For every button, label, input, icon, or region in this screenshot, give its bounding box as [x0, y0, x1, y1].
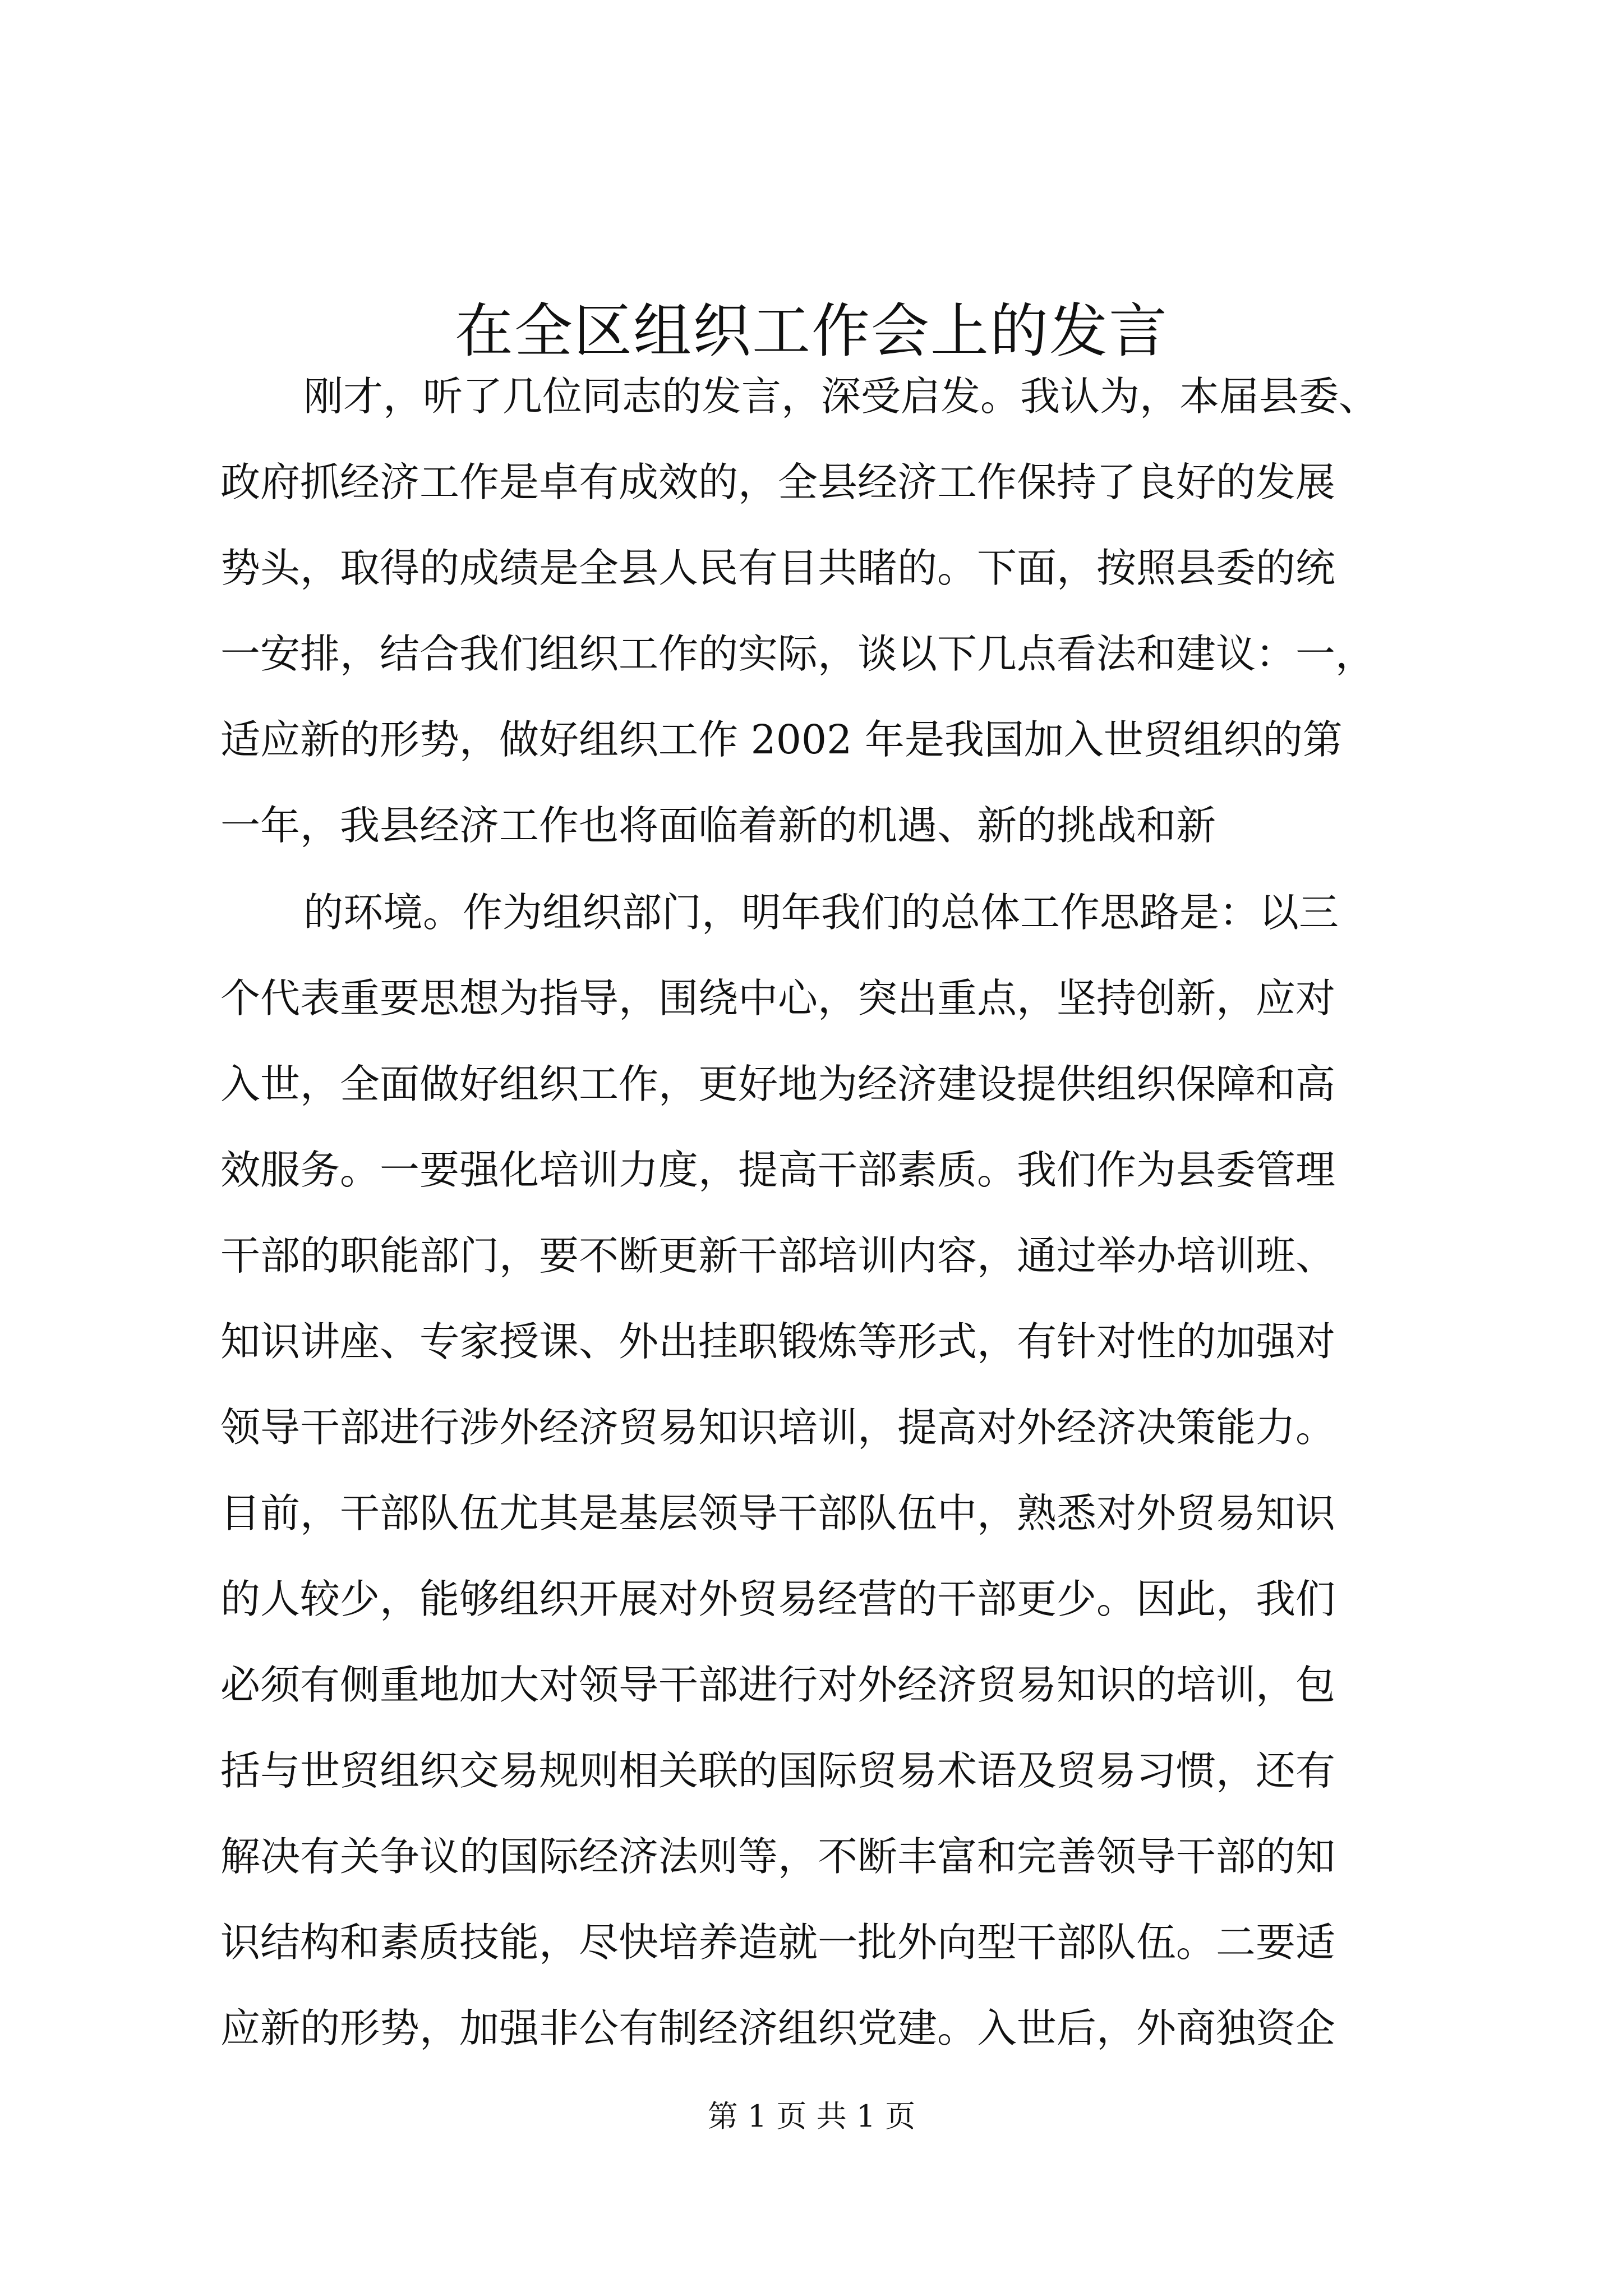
text-line: 必须有侧重地加大对领导干部进行对外经济贸易知识的培训，包 — [220, 1662, 1336, 1708]
text-line: 入世，全面做好组织工作，更好地为经济建设提供组织保障和高 — [220, 1061, 1336, 1107]
text-line: 一年，我县经济工作也将面临着新的机遇、新的挑战和新 — [220, 802, 1216, 849]
document-title: 在全区组织工作会上的发言 — [454, 297, 1168, 365]
text-line: 效服务。一要强化培训力度，提高干部素质。我们作为县委管理 — [220, 1147, 1336, 1193]
paragraph-1 — [220, 353, 1415, 868]
text-line: 势头，取得的成绩是全县人民有目共睹的。下面，按照县委的统 — [220, 545, 1336, 591]
text-line: 干部的职能部门，要不断更新干部培训内容，通过举办培训班、 — [220, 1232, 1336, 1279]
text-line: 应新的形势，加强非公有制经济组织党建。入世后，外商独资企 — [220, 2005, 1336, 2051]
text-line: 刚才，听了几位同志的发言，深受启发。我认为，本届县委、 — [303, 373, 1379, 420]
text-line: 目前，干部队伍尤其是基层领导干部队伍中，熟悉对外贸易知识 — [220, 1490, 1336, 1536]
text-line: 的人较少，能够组织开展对外贸易经营的干部更少。因此，我们 — [220, 1576, 1336, 1622]
text-line: 的环境。作为组织部门，明年我们的总体工作思路是：以三 — [303, 889, 1339, 936]
text-line: 个代表重要思想为指导，围绕中心，突出重点，坚持创新，应对 — [220, 975, 1336, 1022]
text-line: 政府抓经济工作是卓有成效的，全县经济工作保持了良好的发展 — [220, 459, 1336, 505]
text-line: 识结构和素质技能，尽快培养造就一批外向型干部队伍。二要适 — [220, 1919, 1336, 1966]
text-line: 领导干部进行涉外经济贸易知识培训，提高对外经济决策能力。 — [220, 1404, 1336, 1451]
paragraph-2 — [220, 869, 1415, 2071]
text-line: 适应新的形势，做好组织工作 2002 年是我国加入世贸组织的第 — [220, 716, 1343, 763]
text-line: 一安排，结合我们组织工作的实际，谈以下几点看法和建议：一， — [220, 631, 1376, 677]
text-line: 括与世贸组织交易规则相关联的国际贸易术语及贸易习惯，还有 — [220, 1747, 1336, 1794]
page-footer: 第 1 页 共 1 页 — [707, 2099, 916, 2134]
text-line: 知识讲座、专家授课、外出挂职锻炼等形式，有针对性的加强对 — [220, 1318, 1336, 1365]
text-line: 解决有关争议的国际经济法则等，不断丰富和完善领导干部的知 — [220, 1833, 1336, 1880]
